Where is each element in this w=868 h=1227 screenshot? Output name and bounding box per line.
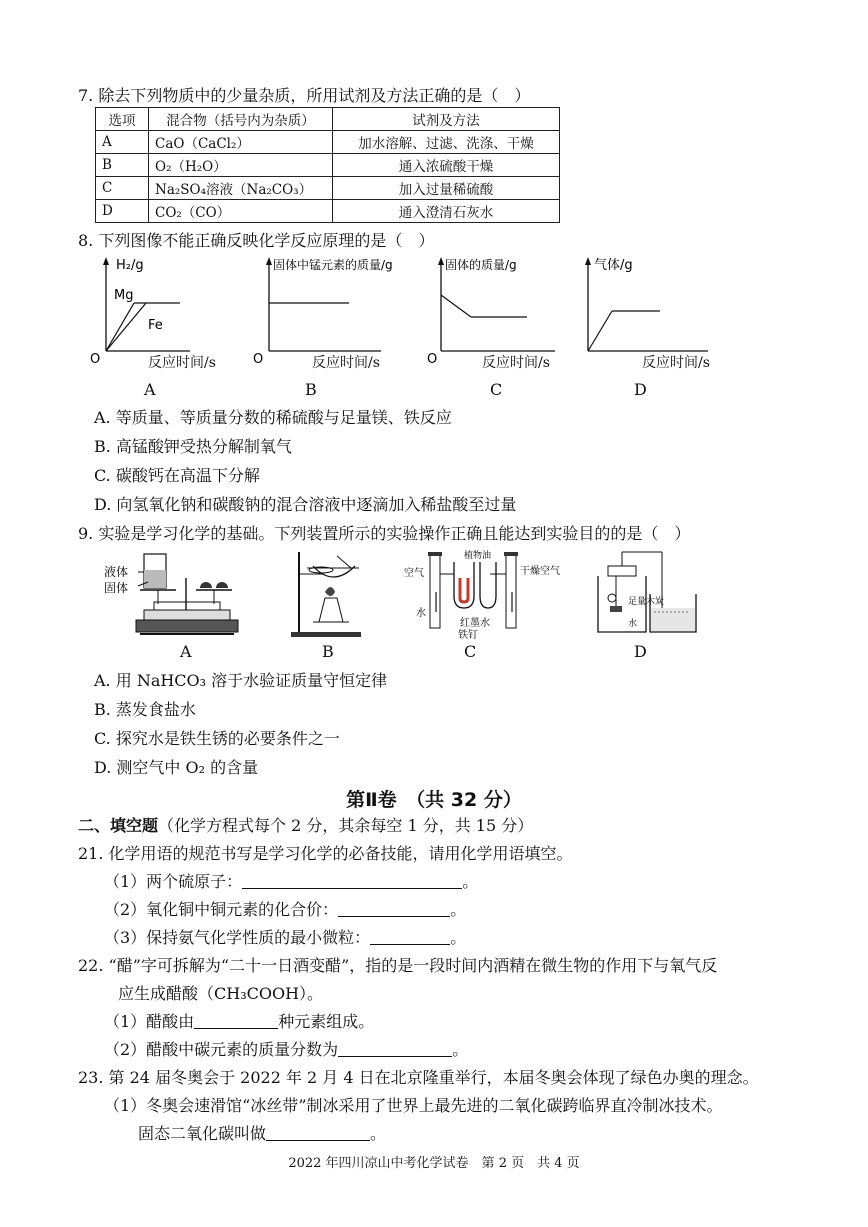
graph-b-origin: O: [253, 352, 264, 367]
apparatus-d-oxygen-measure: [590, 548, 710, 640]
graph-a-fe-label: Fe: [148, 318, 163, 333]
q23-item-1-continuation: [138, 1123, 386, 1145]
graph-b-ylabel: 固体中锰元素的质量/g: [273, 258, 393, 272]
apparatus-a-balance: [100, 548, 260, 640]
q21-item-1: [104, 871, 478, 893]
q22-item-2: [104, 1039, 468, 1061]
graph-b-label: B: [305, 380, 317, 399]
table-cell-mixture: O₂（H₂O）: [149, 154, 333, 177]
apparatus-b-label: B: [322, 642, 334, 661]
answer-blank[interactable]: [370, 928, 450, 945]
q9-option-d: D. 测空气中 O₂ 的含量: [94, 758, 259, 777]
table-row: [96, 177, 560, 200]
apparatus-c-label: C: [464, 642, 477, 661]
period: 。: [450, 928, 467, 947]
table-cell-option: A: [96, 131, 149, 154]
question-22-stem-line-1: 22. “醋”字可拆解为“二十一日酒变醋”，指的是一段时间内酒精在微生物的作用下与氧气反: [78, 956, 718, 975]
table-cell-mixture: CaO（CaCl₂）: [149, 131, 333, 154]
q9-option-b: B. 蒸发食盐水: [94, 700, 196, 719]
table-cell-method: 加入过量稀硫酸: [333, 177, 560, 200]
graph-c-xlabel: 反应时间/s: [482, 355, 550, 371]
q9-option-a: A. 用 NaHCO₃ 溶于水验证质量守恒定律: [94, 671, 388, 690]
fe-line: [106, 303, 146, 351]
apparatus-c-ink-label: 红墨水: [460, 618, 490, 629]
graph-d-label: D: [634, 380, 647, 399]
apparatus-a-label: A: [180, 642, 192, 661]
table-row: [96, 200, 560, 223]
table-cell-option: B: [96, 154, 149, 177]
graph-c-label: C: [490, 380, 503, 399]
q22-item-1: [104, 1011, 374, 1033]
answer-blank[interactable]: [242, 872, 462, 889]
q8-option-c: C. 碳酸钙在高温下分解: [94, 466, 260, 485]
table-cell-method: 通入浓硫酸干燥: [333, 154, 560, 177]
apparatus-c-rust-experiment: [402, 548, 560, 641]
apparatus-a-solid-label: 固体: [104, 581, 129, 595]
q21-item-3-text: （3）保持氨气化学性质的最小微粒：: [104, 928, 371, 947]
graph-a-ylabel: H₂/g: [116, 258, 144, 273]
table-header-cell: 混合物（括号内为杂质）: [149, 108, 333, 131]
answer-blank[interactable]: [338, 900, 450, 917]
table-cell-option: D: [96, 200, 149, 223]
table-cell-method: 加水溶解、过滤、洗涤、干燥: [333, 131, 560, 154]
period: 。: [450, 900, 467, 919]
q21-item-2: [104, 899, 466, 921]
graph-d-xlabel: 反应时间/s: [642, 355, 710, 371]
q8-option-b: B. 高锰酸钾受热分解制氧气: [94, 437, 292, 456]
question-21-stem: 21. 化学用语的规范书写是学习化学的必备技能，请用化学用语填空。: [78, 844, 573, 863]
question-8-stem: 8. 下列图像不能正确反映化学反应原理的是（ ）: [78, 231, 435, 250]
graph-c-origin: O: [427, 352, 438, 367]
apparatus-b-evaporation: [285, 548, 375, 640]
q21-item-2-text: （2）氧化铜中铜元素的化合价：: [104, 900, 339, 919]
q7-options-table: [95, 107, 560, 223]
table-row: [96, 154, 560, 177]
answer-blank[interactable]: [338, 1040, 452, 1057]
q21-item-3: [104, 927, 466, 949]
table-row: [96, 131, 560, 154]
graph-a-label: A: [144, 380, 156, 399]
apparatus-c-air-label: 空气: [404, 568, 424, 579]
q23-item-1b-post: 。: [370, 1124, 387, 1143]
apparatus-c-oil-label: 植物油: [464, 551, 492, 561]
graph-a-mg-label: Mg: [114, 288, 134, 303]
period: 。: [462, 872, 479, 891]
q21-item-1-text: （1）两个硫原子：: [104, 872, 243, 891]
graph-a-xlabel: 反应时间/s: [148, 355, 216, 371]
question-23-stem: 23. 第 24 届冬奥会于 2022 年 2 月 4 日在北京隆重举行，本届冬奥会体现了绿色办奥的理念。: [78, 1068, 759, 1087]
apparatus-c-water-label: 水: [416, 608, 426, 619]
table-header-cell: 试剂及方法: [333, 108, 560, 131]
table-cell-option: C: [96, 177, 149, 200]
graph-d-ylabel: 气体/g: [594, 258, 633, 273]
question-22-stem-line-2: 应生成醋酸（CH₃COOH）。: [118, 984, 324, 1003]
table-cell-mixture: Na₂SO₄溶液（Na₂CO₃）: [149, 177, 333, 200]
apparatus-c-dry-air-label: 干燥空气: [520, 566, 560, 577]
apparatus-d-water-label: 水: [628, 619, 638, 629]
answer-blank[interactable]: [194, 1012, 278, 1029]
section-2-heading: [78, 815, 533, 837]
graph-a-origin: O: [90, 352, 101, 367]
apparatus-d-carbon-label: 足量木炭: [628, 597, 665, 607]
question-7-stem: 7. 除去下列物质中的少量杂质，所用试剂及方法正确的是（ ）: [78, 86, 531, 105]
table-cell-method: 通入澄清石灰水: [333, 200, 560, 223]
apparatus-a-liquid-label: 液体: [104, 565, 129, 579]
question-9-stem: 9. 实验是学习化学的基础。下列装置所示的实验操作正确且能达到实验目的的是（ ）: [78, 524, 691, 543]
q9-option-c: C. 探究水是铁生锈的必要条件之一: [94, 729, 340, 748]
graph-b-xlabel: 反应时间/s: [312, 355, 380, 371]
table-header-cell: 选项: [96, 108, 149, 131]
table-header-row: [96, 108, 560, 131]
q22-item-1-post: 种元素组成。: [278, 1012, 375, 1031]
table-cell-mixture: CO₂（CO）: [149, 200, 333, 223]
answer-blank[interactable]: [266, 1124, 370, 1141]
part-title: 二、填空题: [78, 816, 159, 835]
q23-item-1b-pre: 固态二氧化碳叫做: [138, 1124, 267, 1143]
q23-item-1: （1）冬奥会速滑馆“冰丝带”制冰采用了世界上最先进的二氧化碳跨临界直冷制冰技术。: [104, 1096, 723, 1115]
page-footer: 2022 年四川凉山中考化学试卷 第 2 页 共 4 页: [288, 1156, 580, 1171]
graph-c-ylabel: 固体的质量/g: [445, 258, 517, 272]
q22-item-2-pre: （2）醋酸中碳元素的质量分数为: [104, 1040, 339, 1059]
q22-item-1-pre: （1）醋酸由: [104, 1012, 195, 1031]
part-note: （化学方程式每个 2 分，其余每空 1 分，共 15 分）: [158, 816, 534, 835]
section-2-title: 第Ⅱ卷 （共 32 分）: [346, 789, 522, 811]
apparatus-d-label: D: [634, 642, 647, 661]
q8-option-a: A. 等质量、等质量分数的稀硫酸与足量镁、铁反应: [94, 408, 452, 427]
mg-line: [106, 303, 134, 351]
apparatus-c-nail-label: 铁钉: [458, 630, 478, 641]
q8-option-d: D. 向氢氧化钠和碳酸钠的混合溶液中逐滴加入稀盐酸至过量: [94, 495, 517, 514]
q22-item-2-post: 。: [452, 1040, 469, 1059]
